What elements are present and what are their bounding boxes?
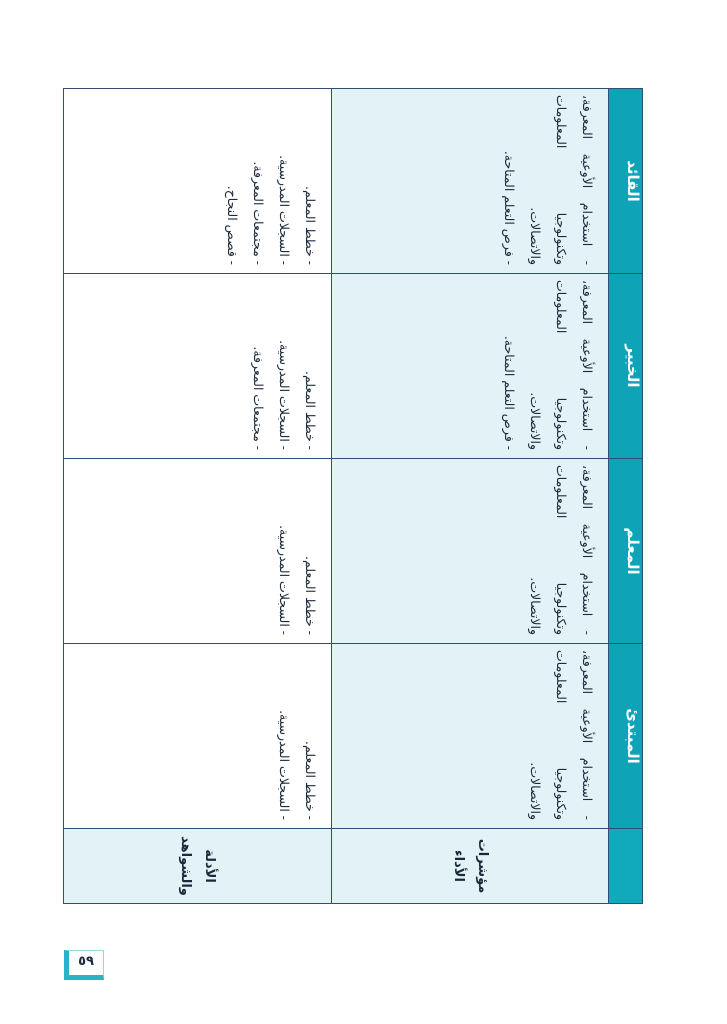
- list-item: - خطط المعلم.: [303, 741, 318, 820]
- header-expert: الخبير: [609, 274, 643, 459]
- page-number-badge: ٥٩: [64, 950, 104, 980]
- evidence-beginner-cell: [64, 644, 332, 829]
- list-item: - استخدام الأوعية المعرفة، وتكنولوجيا المعلومات والاتصالات.: [528, 650, 595, 820]
- evidence-row: [64, 89, 332, 904]
- header-corner-cell: [609, 829, 643, 904]
- evidence-leader-cell: [64, 89, 332, 274]
- evidence-leader-list: [219, 89, 331, 273]
- list-item: - استخدام الأوعية المعرفة، وتكنولوجيا المعلومات والاتصالات.: [528, 95, 595, 265]
- evidence-expert-list: [245, 274, 331, 458]
- list-item: - قصص النجاح.: [225, 185, 240, 265]
- indicators-leader-list: [496, 89, 608, 273]
- indicators-row: [332, 89, 609, 904]
- list-item: - مجتمعات المعرفة.: [251, 161, 266, 265]
- indicators-beginner-list: [522, 644, 608, 828]
- evidence-expert-cell: [64, 274, 332, 459]
- evidence-beginner-list: [271, 644, 331, 828]
- list-item: - السجلات المدرسية.: [277, 155, 292, 265]
- header-beginner: المبتدئ: [609, 644, 643, 829]
- list-item: - فرص التعلم المتاحة.: [502, 335, 517, 450]
- list-item: - مجتمعات المعرفة.: [251, 346, 266, 450]
- list-item: - السجلات المدرسية.: [277, 710, 292, 820]
- list-item: - خطط المعلم.: [303, 186, 318, 265]
- evidence-teacher-list: [271, 459, 331, 643]
- list-item: - فرص التعلم المتاحة.: [502, 150, 517, 265]
- header-teacher: المعلم: [609, 459, 643, 644]
- list-item: - استخدام الأوعية المعرفة، وتكنولوجيا المعلومات والاتصالات.: [528, 280, 595, 450]
- row-label-line: الأدلة: [202, 849, 218, 883]
- indicators-leader-cell: [332, 89, 609, 274]
- indicators-beginner-cell: [332, 644, 609, 829]
- evidence-teacher-cell: [64, 459, 332, 644]
- row-label-line: والشواهد: [178, 836, 194, 896]
- indicators-row-label: [332, 829, 609, 904]
- list-item: - السجلات المدرسية.: [277, 525, 292, 635]
- list-item: - السجلات المدرسية.: [277, 340, 292, 450]
- header-leader: القائد: [609, 89, 643, 274]
- indicators-expert-cell: [332, 274, 609, 459]
- evidence-row-label: [64, 829, 332, 904]
- indicators-teacher-list: [522, 459, 608, 643]
- list-item: - خطط المعلم.: [303, 371, 318, 450]
- header-row: [609, 89, 643, 904]
- indicators-teacher-cell: [332, 459, 609, 644]
- row-label-line: مؤشرات: [475, 838, 490, 894]
- indicators-expert-list: [496, 274, 608, 458]
- list-item: - استخدام الأوعية المعرفة، وتكنولوجيا المعلومات والاتصالات.: [528, 465, 595, 635]
- list-item: - خطط المعلم.: [303, 556, 318, 635]
- rubric-table: [63, 88, 643, 904]
- row-label-line: الأداء: [451, 850, 466, 882]
